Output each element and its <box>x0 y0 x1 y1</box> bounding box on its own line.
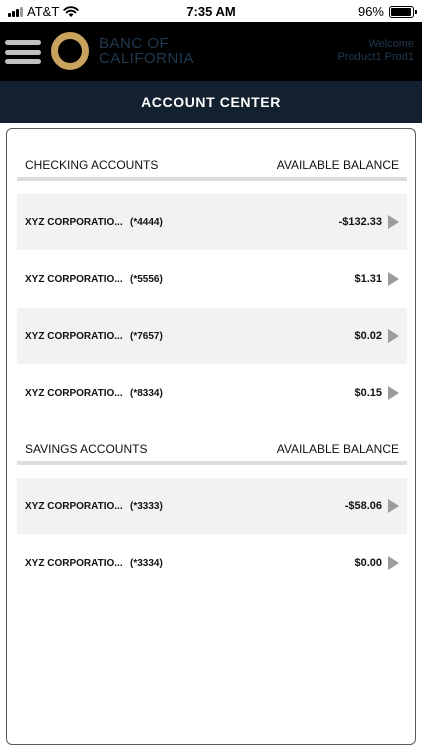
user-name: Product1 Prod1 <box>337 51 414 63</box>
battery-fill <box>391 8 411 16</box>
account-number: (*3333) <box>130 500 163 512</box>
battery-icon <box>389 6 414 18</box>
account-number: (*8334) <box>130 387 163 399</box>
logo-line1: BANC OF <box>99 35 170 52</box>
account-row[interactable] <box>17 194 407 250</box>
account-row[interactable] <box>17 535 407 591</box>
welcome-label: Welcome <box>368 38 414 50</box>
account-balance: -$132.33 <box>338 216 382 228</box>
account-name: XYZ CORPORATIO... <box>25 387 123 399</box>
account-number: (*7657) <box>130 330 163 342</box>
account-number: (*4444) <box>130 216 163 228</box>
app-header <box>0 22 422 81</box>
accounts-panel <box>6 128 416 745</box>
chevron-right-icon <box>388 499 399 513</box>
checking-header-label: CHECKING ACCOUNTS <box>25 158 159 172</box>
chevron-right-icon <box>388 272 399 286</box>
account-name: XYZ CORPORATIO... <box>25 330 123 342</box>
chevron-right-icon <box>388 386 399 400</box>
status-bar <box>0 0 422 22</box>
savings-balance-header: AVAILABLE BALANCE <box>276 442 399 456</box>
account-name: XYZ CORPORATIO... <box>25 273 123 285</box>
bank-logo-icon <box>51 32 89 70</box>
bank-logo-text <box>99 36 194 66</box>
chevron-right-icon <box>388 556 399 570</box>
carrier-label: AT&T <box>27 4 60 19</box>
savings-section-header <box>17 437 407 465</box>
account-number: (*3334) <box>130 557 163 569</box>
hamburger-menu-icon[interactable] <box>5 40 41 64</box>
account-number: (*5556) <box>130 273 163 285</box>
account-balance: $1.31 <box>354 273 382 285</box>
account-balance: $0.02 <box>354 330 382 342</box>
checking-balance-header: AVAILABLE BALANCE <box>276 158 399 172</box>
account-row[interactable] <box>17 478 407 534</box>
account-name: XYZ CORPORATIO... <box>25 500 123 512</box>
status-right <box>358 4 414 19</box>
logo-line2: CALIFORNIA <box>99 50 195 67</box>
welcome-block <box>338 38 414 64</box>
account-row[interactable] <box>17 365 407 421</box>
account-row[interactable] <box>17 251 407 307</box>
account-balance: $0.15 <box>354 387 382 399</box>
page-title: ACCOUNT CENTER <box>0 81 422 123</box>
savings-header-label: SAVINGS ACCOUNTS <box>25 442 148 456</box>
battery-percent: 96% <box>357 4 384 19</box>
chevron-right-icon <box>388 329 399 343</box>
account-balance: $0.00 <box>354 557 382 569</box>
account-row[interactable] <box>17 308 407 364</box>
checking-section-header <box>17 153 407 181</box>
chevron-right-icon <box>388 215 399 229</box>
account-balance: -$58.06 <box>344 500 382 512</box>
account-name: XYZ CORPORATIO... <box>25 216 123 228</box>
account-name: XYZ CORPORATIO... <box>25 557 123 569</box>
status-time: 7:35 AM <box>186 4 236 19</box>
